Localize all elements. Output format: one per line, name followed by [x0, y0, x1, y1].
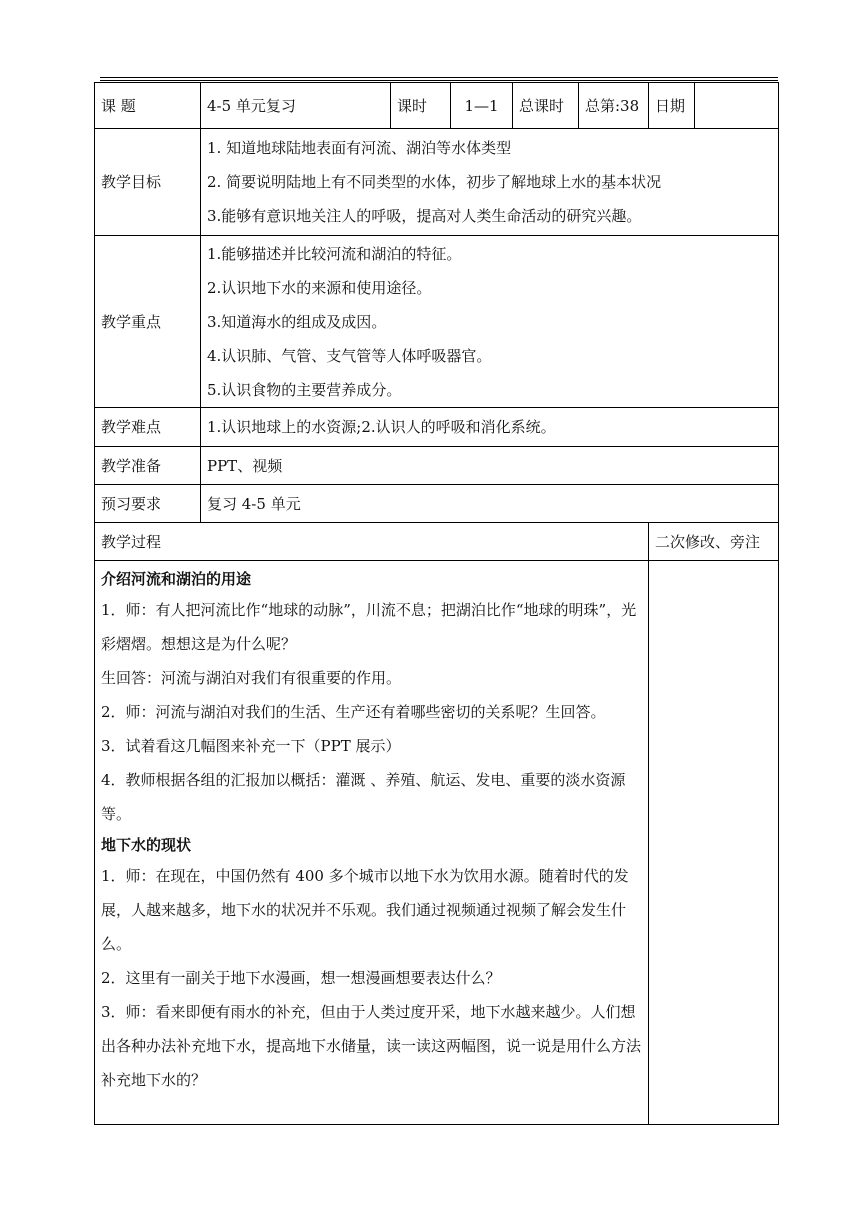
- lesson-plan-table: [94, 82, 779, 1125]
- process-item: 1．师：有人把河流比作“地球的动脉”，川流不息；把湖泊比作“地球的明珠”，光彩熠熠。想想这是为什么呢？: [101, 601, 637, 653]
- key-points-label: 教学重点: [95, 236, 201, 408]
- date-label: 日期: [649, 83, 695, 129]
- process-row: [95, 561, 779, 1125]
- topic-label: 课 题: [95, 83, 201, 129]
- section-title-groundwater: 地下水的现状: [101, 836, 192, 854]
- objective-item: 3.能够有意识地关注人的呼吸，提高对人类生命活动的研究兴趣。: [207, 207, 642, 225]
- preparation-value: PPT、视频: [201, 447, 779, 485]
- preparation-row: [95, 447, 779, 485]
- process-label: 教学过程: [95, 523, 649, 561]
- key-point-item: 1.能够描述并比较河流和湖泊的特征。: [207, 244, 462, 263]
- total-label: 总课时: [513, 83, 579, 129]
- preparation-label: 教学准备: [95, 447, 201, 485]
- header-rule-top: [100, 77, 778, 78]
- difficulties-label: 教学难点: [95, 408, 201, 447]
- process-item: 2．这里有一副关于地下水漫画，想一想漫画想要表达什么？: [101, 969, 501, 987]
- key-point-item: 2.认识地下水的来源和使用途径。: [207, 278, 432, 297]
- process-item: 3．师：看来即便有雨水的补充，但由于人类过度开采，地下水越来越少。人们想出各种办法补充地下水，提高地下水储量，读一读这两幅图，说一说是用什么方法补充地下水的？: [101, 1003, 642, 1089]
- notes-label: 二次修改、旁注: [649, 523, 779, 561]
- date-value: [695, 83, 779, 129]
- notes-content: [649, 561, 779, 1125]
- total-value: 总第:38: [579, 83, 649, 129]
- period-label: 课时: [391, 83, 451, 129]
- header-rule-bottom: [100, 80, 778, 81]
- preview-row: [95, 485, 779, 523]
- difficulties-row: [95, 408, 779, 447]
- objectives-content: [201, 129, 779, 236]
- process-header-row: [95, 523, 779, 561]
- objective-item: 2. 简要说明陆地上有不同类型的水体，初步了解地球上水的基本状况: [207, 173, 662, 191]
- process-item: 生回答：河流与湖泊对我们有很重要的作用。: [101, 669, 402, 687]
- key-point-item: 5.认识食物的主要营养成分。: [207, 380, 402, 399]
- objectives-label: 教学目标: [95, 129, 201, 236]
- process-item: 2．师：河流与湖泊对我们的生活、生产还有着哪些密切的关系呢？生回答。: [101, 703, 606, 721]
- objectives-row: [95, 129, 779, 236]
- section-title-rivers: 介绍河流和湖泊的用途: [101, 570, 252, 588]
- header-row: [95, 83, 779, 129]
- key-points-row: [95, 236, 779, 408]
- process-content: [95, 561, 649, 1125]
- process-item: 4．教师根据各组的汇报加以概括：灌溉 、养殖、航运、发电、重要的淡水资源等。: [101, 771, 626, 823]
- objective-item: 1. 知道地球陆地表面有河流、湖泊等水体类型: [207, 139, 512, 157]
- preview-label: 预习要求: [95, 485, 201, 523]
- process-item: 1．师：在现在，中国仍然有 400 多个城市以地下水为饮用水源。随着时代的发展，人越来越多，地下水的状况并不乐观。我们通过视频通过视频了解会发生什么。: [101, 867, 629, 953]
- preview-value: 复习 4-5 单元: [201, 485, 779, 523]
- period-value: 1—1: [451, 83, 513, 129]
- key-point-item: 3.知道海水的组成及成因。: [207, 312, 387, 331]
- topic-value: 4-5 单元复习: [201, 83, 391, 129]
- difficulties-value: 1.认识地球上的水资源;2.认识人的呼吸和消化系统。: [201, 408, 779, 447]
- process-item: 3．试着看这几幅图来补充一下（PPT 展示）: [101, 737, 401, 755]
- key-points-content: [201, 236, 779, 408]
- key-point-item: 4.认识肺、气管、支气管等人体呼吸器官。: [207, 346, 492, 365]
